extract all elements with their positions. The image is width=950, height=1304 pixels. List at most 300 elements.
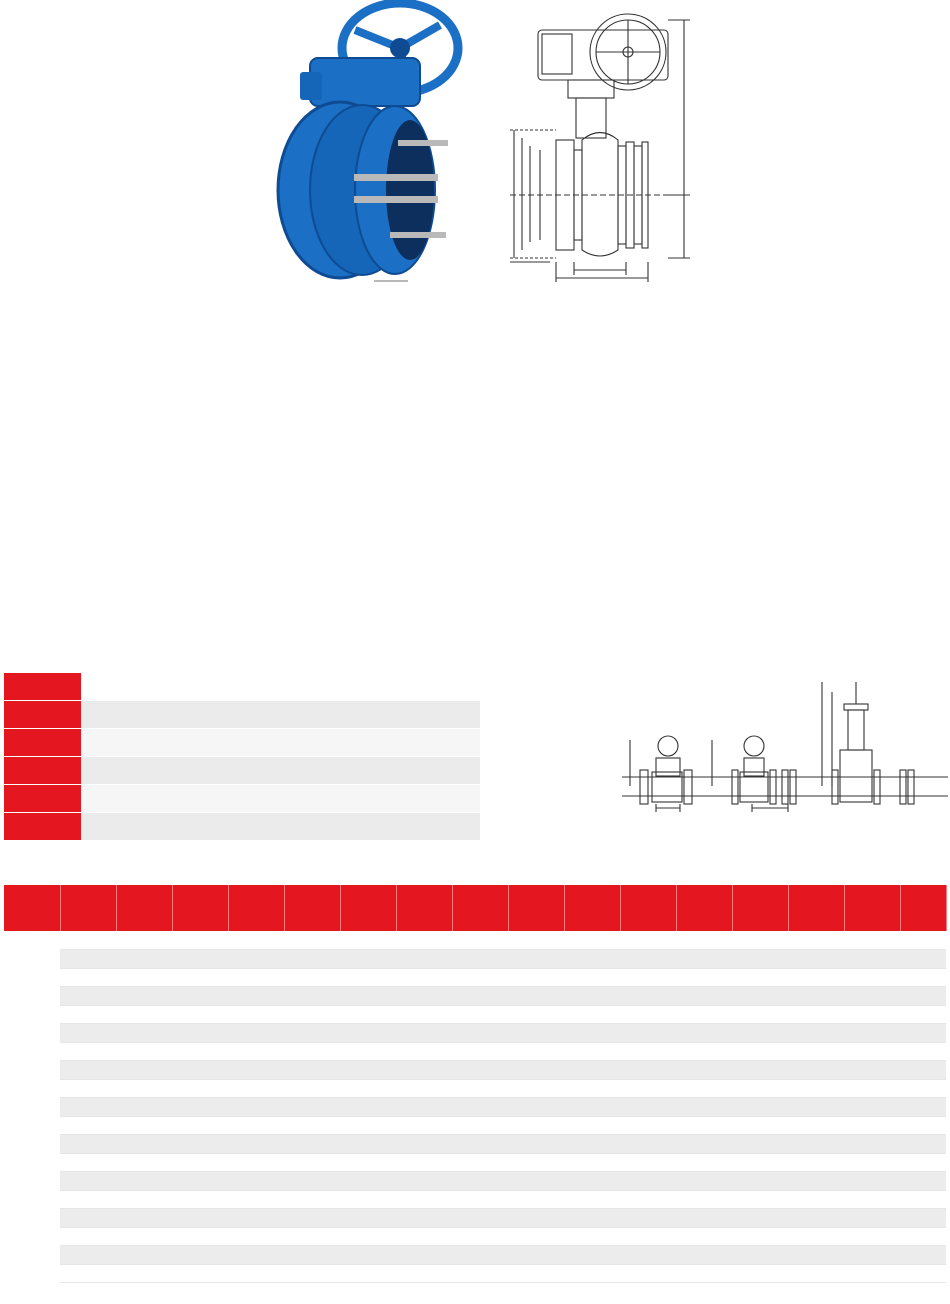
table-row — [4, 1246, 946, 1265]
table-cell — [564, 1153, 620, 1172]
table-cell — [284, 1209, 340, 1228]
table-cell — [788, 1042, 844, 1061]
table-cell — [564, 1246, 620, 1265]
table-cell — [788, 1190, 844, 1209]
table-cell — [172, 950, 228, 969]
table-cell — [732, 1098, 788, 1117]
table-cell — [732, 968, 788, 987]
table-cell — [228, 1042, 284, 1061]
table-cell — [676, 968, 732, 987]
table-cell — [396, 1264, 452, 1283]
table-cell — [228, 1135, 284, 1154]
material-label — [4, 785, 81, 812]
table-cell — [508, 931, 564, 950]
table-cell — [676, 1116, 732, 1135]
table-cell — [284, 1042, 340, 1061]
table-row — [4, 1024, 946, 1043]
col-header-h — [452, 885, 508, 931]
col-header-pressure — [4, 885, 60, 931]
table-cell — [844, 931, 900, 950]
table-cell — [284, 931, 340, 950]
table-cell — [116, 931, 172, 950]
table-cell — [60, 1246, 116, 1265]
table-row — [4, 1209, 946, 1228]
table-cell — [564, 1098, 620, 1117]
table-cell — [172, 1024, 228, 1043]
table-cell — [172, 1042, 228, 1061]
dimensions-table — [4, 885, 947, 1283]
table-cell — [452, 1061, 508, 1080]
col-header-n — [732, 885, 788, 931]
table-cell — [844, 1042, 900, 1061]
table-cell — [844, 950, 900, 969]
table-row — [4, 1172, 946, 1191]
table-row — [4, 1190, 946, 1209]
table-cell — [564, 1005, 620, 1024]
col-header-l1 — [228, 885, 284, 931]
table-cell — [60, 987, 116, 1006]
table-cell — [844, 1246, 900, 1265]
table-cell — [620, 1098, 676, 1117]
table-cell — [564, 1061, 620, 1080]
table-cell — [172, 1264, 228, 1283]
table-cell — [900, 1135, 946, 1154]
installation-diagram — [612, 672, 948, 857]
table-cell — [844, 968, 900, 987]
table-cell — [788, 1135, 844, 1154]
table-cell — [676, 1024, 732, 1043]
table-cell — [452, 1005, 508, 1024]
table-cell — [228, 1116, 284, 1135]
table-cell — [228, 1190, 284, 1209]
table-cell — [284, 1135, 340, 1154]
table-cell — [788, 1153, 844, 1172]
table-cell — [116, 1190, 172, 1209]
table-cell — [788, 1005, 844, 1024]
table-cell — [620, 931, 676, 950]
table-cell — [900, 931, 946, 950]
table-cell — [508, 1005, 564, 1024]
table-cell — [900, 1172, 946, 1191]
table-cell — [116, 1024, 172, 1043]
table-cell — [228, 1079, 284, 1098]
table-cell — [564, 1190, 620, 1209]
table-cell — [788, 1227, 844, 1246]
table-cell — [284, 1227, 340, 1246]
table-cell — [676, 1098, 732, 1117]
materials-header-label — [4, 673, 81, 700]
table-row — [4, 1116, 946, 1135]
table-cell — [340, 1135, 396, 1154]
table-cell — [284, 968, 340, 987]
table-cell — [620, 1227, 676, 1246]
table-cell — [116, 1209, 172, 1228]
table-cell — [900, 987, 946, 1006]
table-cell — [116, 1042, 172, 1061]
table-cell — [172, 1116, 228, 1135]
table-cell — [60, 1116, 116, 1135]
table-cell — [844, 987, 900, 1006]
table-cell — [452, 987, 508, 1006]
dimensions-header-row — [4, 885, 946, 931]
col-header-d1 — [396, 885, 452, 931]
table-cell — [788, 1098, 844, 1117]
table-cell — [396, 1098, 452, 1117]
material-label — [4, 701, 81, 728]
table-cell — [732, 1042, 788, 1061]
table-cell — [844, 1079, 900, 1098]
col-header-b2 — [676, 885, 732, 931]
table-cell — [228, 1098, 284, 1117]
table-cell — [116, 1153, 172, 1172]
table-cell — [172, 931, 228, 950]
table-cell — [228, 968, 284, 987]
table-cell — [564, 1209, 620, 1228]
table-cell — [844, 1135, 900, 1154]
table-cell — [396, 1209, 452, 1228]
table-cell — [228, 931, 284, 950]
table-cell — [564, 1135, 620, 1154]
table-row — [4, 1042, 946, 1061]
table-cell — [900, 1190, 946, 1209]
table-cell — [452, 1098, 508, 1117]
table-cell — [732, 1227, 788, 1246]
table-cell — [788, 1061, 844, 1080]
table-cell — [340, 1116, 396, 1135]
table-cell — [116, 987, 172, 1006]
material-value — [81, 785, 480, 812]
table-cell — [60, 1190, 116, 1209]
col-header-z-phi-d — [900, 885, 946, 931]
table-cell — [508, 1190, 564, 1209]
table-cell — [172, 1209, 228, 1228]
material-label — [4, 757, 81, 784]
table-cell — [900, 1209, 946, 1228]
table-cell — [60, 931, 116, 950]
table-cell — [508, 1042, 564, 1061]
table-cell — [340, 1190, 396, 1209]
table-cell — [564, 1264, 620, 1283]
table-cell — [732, 1264, 788, 1283]
table-cell — [228, 1024, 284, 1043]
table-cell — [676, 1061, 732, 1080]
table-cell — [508, 1079, 564, 1098]
table-cell — [60, 1079, 116, 1098]
col-header-diameter — [60, 885, 116, 931]
table-cell — [788, 1172, 844, 1191]
table-cell — [60, 1005, 116, 1024]
materials-row — [4, 785, 480, 813]
material-label — [4, 729, 81, 756]
table-cell — [508, 1024, 564, 1043]
table-row — [4, 968, 946, 987]
table-cell — [116, 968, 172, 987]
table-cell — [732, 1079, 788, 1098]
col-header-l — [172, 885, 228, 931]
table-cell — [676, 1190, 732, 1209]
table-cell — [228, 950, 284, 969]
table-cell — [620, 1079, 676, 1098]
table-cell — [340, 987, 396, 1006]
table-cell — [676, 1264, 732, 1283]
table-cell — [508, 1116, 564, 1135]
table-cell — [396, 931, 452, 950]
table-cell — [844, 1116, 900, 1135]
table-cell — [508, 950, 564, 969]
table-cell — [620, 987, 676, 1006]
table-cell — [452, 1227, 508, 1246]
table-cell — [116, 1079, 172, 1098]
table-row — [4, 931, 946, 950]
hero-section — [0, 0, 950, 282]
table-row — [4, 987, 946, 1006]
table-cell — [452, 1209, 508, 1228]
table-row — [4, 1135, 946, 1154]
table-cell — [564, 987, 620, 1006]
table-cell — [340, 950, 396, 969]
table-cell — [60, 1042, 116, 1061]
table-cell — [732, 1061, 788, 1080]
table-cell — [116, 1246, 172, 1265]
table-cell — [340, 1024, 396, 1043]
table-cell — [340, 968, 396, 987]
table-cell — [172, 1190, 228, 1209]
materials-row — [4, 701, 480, 729]
table-cell — [228, 1005, 284, 1024]
table-cell — [676, 1079, 732, 1098]
table-cell — [284, 1153, 340, 1172]
table-cell — [340, 1079, 396, 1098]
col-header-l2 — [116, 885, 172, 931]
table-cell — [676, 1246, 732, 1265]
table-cell — [172, 987, 228, 1006]
table-cell — [564, 931, 620, 950]
table-cell — [732, 1024, 788, 1043]
table-cell — [228, 1209, 284, 1228]
table-cell — [396, 1172, 452, 1191]
table-cell — [340, 1172, 396, 1191]
table-cell — [116, 1135, 172, 1154]
table-cell — [620, 1005, 676, 1024]
table-cell — [788, 1079, 844, 1098]
table-cell — [788, 987, 844, 1006]
table-cell — [844, 1153, 900, 1172]
table-cell — [676, 1172, 732, 1191]
table-cell — [900, 1024, 946, 1043]
materials-table — [4, 673, 480, 841]
table-cell — [900, 950, 946, 969]
table-row — [4, 1264, 946, 1283]
table-cell — [564, 1079, 620, 1098]
table-cell — [788, 1024, 844, 1043]
table-row — [4, 1098, 946, 1117]
table-cell — [844, 1172, 900, 1191]
table-cell — [60, 950, 116, 969]
table-cell — [172, 1098, 228, 1117]
table-cell — [452, 968, 508, 987]
table-cell — [732, 931, 788, 950]
table-cell — [228, 1264, 284, 1283]
table-cell — [900, 968, 946, 987]
table-cell — [508, 1153, 564, 1172]
table-cell — [732, 1190, 788, 1209]
material-label — [4, 813, 81, 840]
table-cell — [788, 1116, 844, 1135]
col-header-h1 — [508, 885, 564, 931]
table-cell — [900, 1227, 946, 1246]
table-cell — [620, 1172, 676, 1191]
table-cell — [676, 1227, 732, 1246]
table-cell — [844, 1209, 900, 1228]
dimensions-table-body — [4, 931, 946, 1283]
table-cell — [508, 1172, 564, 1191]
table-cell — [228, 1153, 284, 1172]
table-row — [4, 1079, 946, 1098]
table-cell — [676, 1153, 732, 1172]
table-cell — [340, 1042, 396, 1061]
table-cell — [396, 1079, 452, 1098]
table-cell — [676, 1209, 732, 1228]
table-cell — [732, 1172, 788, 1191]
table-cell — [284, 1098, 340, 1117]
table-cell — [172, 1079, 228, 1098]
table-row — [4, 1061, 946, 1080]
table-cell — [508, 1264, 564, 1283]
table-cell — [396, 1116, 452, 1135]
table-cell — [284, 950, 340, 969]
table-cell — [396, 1246, 452, 1265]
table-cell — [452, 1153, 508, 1172]
material-value — [81, 813, 480, 840]
table-cell — [732, 987, 788, 1006]
table-cell — [732, 1116, 788, 1135]
table-cell — [564, 1172, 620, 1191]
table-cell — [396, 1153, 452, 1172]
table-cell — [844, 1227, 900, 1246]
table-cell — [228, 1061, 284, 1080]
table-cell — [620, 1042, 676, 1061]
table-cell — [564, 1227, 620, 1246]
table-cell — [396, 1190, 452, 1209]
table-cell — [284, 1246, 340, 1265]
materials-row — [4, 729, 480, 757]
table-cell — [396, 1227, 452, 1246]
table-cell — [228, 1172, 284, 1191]
table-cell — [564, 1042, 620, 1061]
col-header-h2 — [564, 885, 620, 931]
table-cell — [228, 1227, 284, 1246]
table-cell — [116, 1061, 172, 1080]
table-cell — [60, 1227, 116, 1246]
table-row — [4, 1005, 946, 1024]
table-cell — [508, 987, 564, 1006]
table-row — [4, 1153, 946, 1172]
table-cell — [732, 1005, 788, 1024]
table-cell — [172, 1172, 228, 1191]
pressure-cell — [4, 1209, 60, 1283]
table-cell — [900, 1061, 946, 1080]
table-cell — [228, 987, 284, 1006]
table-cell — [60, 1061, 116, 1080]
table-cell — [340, 931, 396, 950]
table-cell — [620, 1116, 676, 1135]
table-cell — [452, 931, 508, 950]
table-cell — [732, 950, 788, 969]
table-row — [4, 1227, 946, 1246]
table-cell — [788, 950, 844, 969]
table-cell — [844, 1264, 900, 1283]
table-cell — [284, 1024, 340, 1043]
table-cell — [396, 968, 452, 987]
table-cell — [620, 1190, 676, 1209]
materials-header-row — [4, 673, 480, 701]
table-cell — [564, 950, 620, 969]
table-cell — [900, 1098, 946, 1117]
table-cell — [676, 1042, 732, 1061]
table-cell — [60, 1264, 116, 1283]
table-cell — [116, 1172, 172, 1191]
table-cell — [900, 1042, 946, 1061]
table-cell — [396, 1061, 452, 1080]
table-cell — [732, 1209, 788, 1228]
table-cell — [620, 1246, 676, 1265]
table-cell — [620, 1061, 676, 1080]
table-cell — [788, 1264, 844, 1283]
table-cell — [60, 1135, 116, 1154]
table-cell — [340, 1209, 396, 1228]
table-cell — [452, 1190, 508, 1209]
table-cell — [396, 950, 452, 969]
col-header-d — [340, 885, 396, 931]
table-cell — [844, 1024, 900, 1043]
table-cell — [172, 1246, 228, 1265]
table-cell — [844, 1190, 900, 1209]
table-cell — [116, 950, 172, 969]
table-cell — [228, 1246, 284, 1265]
installation-diagram-drawing — [612, 672, 948, 857]
table-cell — [116, 1116, 172, 1135]
table-cell — [340, 1098, 396, 1117]
table-cell — [172, 1227, 228, 1246]
table-cell — [396, 987, 452, 1006]
table-cell — [340, 1153, 396, 1172]
table-cell — [60, 1172, 116, 1191]
table-cell — [844, 1005, 900, 1024]
table-cell — [900, 1246, 946, 1265]
table-cell — [732, 1246, 788, 1265]
table-cell — [284, 987, 340, 1006]
valve-dimension-drawing — [500, 0, 700, 282]
materials-row — [4, 813, 480, 841]
table-cell — [340, 1246, 396, 1265]
table-cell — [900, 1153, 946, 1172]
table-cell — [60, 968, 116, 987]
table-cell — [284, 1079, 340, 1098]
valve-photo-illustration — [270, 0, 500, 282]
table-cell — [60, 1153, 116, 1172]
pressure-cell — [4, 931, 60, 1209]
table-cell — [116, 1227, 172, 1246]
table-cell — [676, 1005, 732, 1024]
table-cell — [452, 1246, 508, 1265]
table-cell — [732, 1153, 788, 1172]
table-cell — [900, 1005, 946, 1024]
table-cell — [172, 968, 228, 987]
table-cell — [116, 1098, 172, 1117]
table-cell — [172, 1005, 228, 1024]
table-cell — [844, 1061, 900, 1080]
table-cell — [284, 1061, 340, 1080]
